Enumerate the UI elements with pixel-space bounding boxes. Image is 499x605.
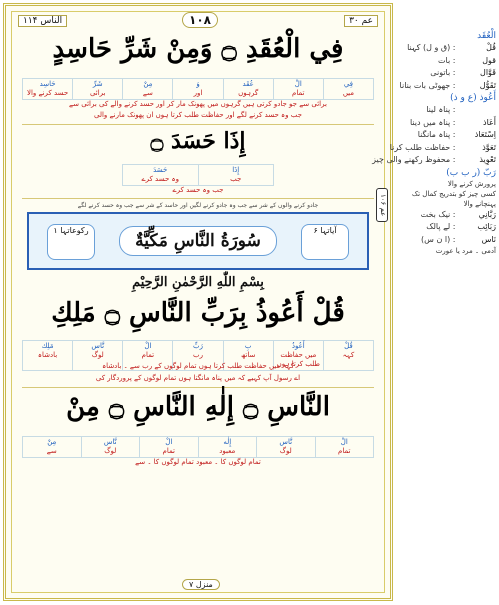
glossary-word: قَوَّال — [480, 68, 496, 77]
word-cell — [122, 79, 172, 99]
glossary-row — [398, 104, 496, 117]
glossary-heading: أَعُوذ (ع و ذ) — [450, 93, 496, 103]
word-meaning: جب — [230, 175, 242, 183]
glossary-meaning: : (ق و ل) کہنا — [407, 43, 458, 52]
word-meaning: گرہوں — [238, 89, 259, 97]
word-cell — [223, 79, 273, 99]
glossary-meaning: : محفوظ رکھنے والی چیز — [372, 155, 458, 164]
glossary-note: آدمی ۔ مرد یا عورت — [435, 247, 496, 255]
rukus-label: رکوعاتہا ۱ — [53, 226, 89, 235]
glossary-word: قول — [482, 55, 496, 65]
word-meaning: بادشاہ — [37, 351, 58, 359]
word-meaning: لوگ — [91, 351, 104, 359]
ayah-text: قُلْ أَعُوذُ بِرَبِّ النَّاسِ ۝ مَلِكِ — [51, 298, 345, 328]
glossary-word: تَقَوُّل — [479, 80, 496, 90]
word-cell — [81, 437, 140, 457]
word-meaning: تمام — [141, 351, 155, 359]
header-juz-label: عم ۳۰ — [344, 15, 378, 27]
mushaf-page — [3, 3, 393, 601]
glossary-meaning: : جھوٹی بات بنانا — [399, 80, 458, 90]
word-arabic: إِذَا — [232, 166, 240, 174]
surah-ayat-count — [301, 224, 349, 260]
glossary-row — [398, 221, 496, 234]
ayah-text: النَّاسِ ۝ إِلٰهِ النَّاسِ ۝ مِنْ — [66, 392, 330, 422]
word-cell — [315, 437, 374, 457]
translation-line: تمام لوگوں کا ۔ معبود تمام لوگوں کا ۔ سے — [135, 458, 261, 466]
glossary-meaning: : پناہ مانگنا — [417, 130, 458, 139]
surah-header-box — [27, 212, 369, 270]
glossary-row — [398, 234, 496, 247]
word-arabic: حَاسِد — [39, 80, 56, 88]
word-cell — [139, 437, 198, 457]
word-cell — [23, 437, 81, 457]
glossary-row — [398, 80, 496, 93]
word-cell — [273, 79, 323, 99]
word-arabic: رَبِّ — [193, 342, 203, 350]
word-meaning: وہ حسد کرے — [141, 175, 179, 183]
glossary-note: کسی چیز کو بتدریج کمال تک پہنچانے والا — [411, 189, 496, 208]
glossary-meaning: : لے پالک — [426, 222, 458, 231]
word-meaning: تمام — [162, 447, 175, 455]
translation-line: جب وہ حسد کرے — [172, 186, 224, 194]
glossary-meaning: : باتونی — [430, 68, 458, 77]
word-meaning: میں حفاظت طلب کرتا ہوں — [276, 351, 320, 368]
glossary-meaning: : بات — [438, 55, 458, 65]
glossary-row — [398, 129, 496, 142]
ayah-line-5 — [22, 128, 374, 154]
ayah-line-2 — [22, 392, 374, 422]
divider — [22, 198, 374, 199]
ayah-line-1 — [22, 298, 374, 328]
ayah-text: إِذَا حَسَدَ ۝ — [150, 128, 246, 154]
word-arabic: مِنْ — [143, 80, 153, 88]
word-cell — [123, 165, 198, 185]
glossary-meaning: : (ا ن س) — [421, 234, 458, 244]
glossary-word: تَعْوِيذ — [479, 155, 496, 164]
translation-line: کہہ میں حفاظت طلب کرتا ہوں تمام لوگوں کے رب سے ۔ بادشاہ — [102, 362, 294, 370]
word-cell — [198, 165, 274, 185]
word-meaning: سے — [46, 447, 57, 455]
glossary-word: رَبَائِب — [477, 222, 496, 231]
word-cell — [198, 437, 257, 457]
divider — [22, 124, 374, 125]
manzil-footer: منزل ۷ — [182, 579, 220, 590]
glossary-word: اِسْتَعَاذ — [474, 130, 496, 139]
word-arabic: حَسَدَ — [153, 166, 168, 174]
word-meaning: سے — [142, 89, 153, 97]
word-meaning: ساتھ — [240, 351, 256, 359]
bismillah: بِسْمِ اللّٰهِ الرَّحْمٰنِ الرَّحِيْمِ — [132, 275, 264, 290]
word-meaning: لوگ — [279, 447, 292, 455]
glossary-word: أَعَاذ — [483, 117, 496, 127]
word-arabic: الْ — [294, 80, 302, 88]
glossary-row — [372, 154, 496, 167]
page-inner-border — [11, 11, 385, 593]
word-by-word-row — [22, 78, 374, 100]
word-arabic: قُلْ — [344, 342, 353, 350]
word-arabic: مَلِك — [41, 342, 54, 350]
glossary-row — [398, 117, 496, 130]
word-meaning: حسد کرنے والا — [26, 89, 69, 97]
glossary-meaning: : پناہ میں دینا — [409, 117, 458, 127]
word-arabic: الْ — [340, 438, 348, 446]
word-cell — [23, 79, 72, 99]
word-meaning: کہہ — [342, 351, 355, 359]
word-by-word-row — [22, 436, 374, 458]
glossary-meaning: : نیک بخت — [420, 209, 458, 219]
surah-rukus-count — [47, 224, 95, 260]
glossary-row — [398, 55, 496, 68]
glossary-word: قُلْ — [486, 43, 496, 52]
glossary-word: نَاس — [481, 234, 496, 244]
side-juz-tab: ۱۰۶ عم — [376, 188, 388, 222]
word-arabic: الْ — [144, 342, 152, 350]
word-meaning: تمام — [292, 89, 305, 97]
word-arabic: شَرِّ — [92, 80, 103, 88]
word-cell — [323, 79, 373, 99]
word-meaning: برائی — [89, 89, 106, 97]
glossary-note: پرورش کرنے والا — [447, 179, 496, 188]
glossary-row — [398, 42, 496, 55]
page-header — [12, 12, 384, 32]
ayat-label: آیاتہا ۶ — [313, 226, 337, 235]
page-number: ۱۰۸ — [182, 12, 218, 28]
ayah-line-falaq — [22, 34, 374, 64]
glossary-meaning: : حفاظت طلب کرنا — [389, 142, 458, 152]
translation-line: اے رسول آپ کہیے کہ میں پناہ مانگتا ہوں تمام لوگوں کے پروردگار کی — [95, 374, 301, 382]
word-arabic: نَّاس — [103, 438, 117, 446]
word-arabic: نَّاس — [279, 438, 293, 446]
glossary-row — [398, 67, 496, 80]
surah-title: سُورَةُ النَّاسِ مَكِّيَّةٌ — [119, 226, 277, 256]
word-arabic: إِلٰه — [223, 438, 232, 446]
word-arabic: مِنْ — [47, 438, 57, 446]
word-meaning: رب — [193, 351, 203, 359]
glossary-heading: رَبّ (ر ب ب) — [446, 167, 496, 178]
word-cell — [72, 79, 122, 99]
translation-line: جب وہ حسد کرنے لگے اور حفاظت طلب کرتا ہوں ان پھونک مارنے والی — [94, 111, 302, 119]
translation-line: برائی سے جو جادو کرتی ہیں گرہوں میں پھونک مار کر اور حسد کرنے والے کی برائی سے — [69, 100, 327, 108]
ayah-text: فِي الْعُقَدِ ۝ وَمِنْ شَرِّ حَاسِدٍ — [52, 34, 344, 64]
glossary-meaning: : پناہ لینا — [426, 105, 458, 114]
word-meaning: میں — [342, 89, 355, 97]
word-cell — [172, 79, 222, 99]
glossary-heading: الْعُقَد — [477, 31, 496, 41]
word-arabic: عُقَد — [242, 80, 254, 88]
glossary-word: تَعَوَّذ — [482, 142, 496, 152]
word-arabic: الْ — [165, 438, 173, 446]
word-meaning: معبود — [219, 447, 236, 455]
word-meaning: تمام — [338, 447, 351, 455]
divider — [22, 387, 374, 388]
glossary-row — [389, 142, 496, 155]
word-by-word-row — [122, 164, 274, 186]
glossary-word: رَبَّانِي — [478, 209, 496, 219]
glossary-row — [398, 209, 496, 222]
word-cell — [256, 437, 315, 457]
word-meaning: لوگ — [104, 447, 117, 455]
word-arabic: أَعُوذُ — [291, 342, 305, 350]
commentary-line: جادو کرنے والوں کے شر سے جب وہ جادو کرنے لگیں اور حاسد کے شر سے جب وہ حسد کرنے لگے — [77, 202, 319, 209]
word-arabic: بِ — [244, 342, 252, 350]
word-meaning: اور — [193, 89, 203, 97]
word-arabic: نَّاس — [91, 342, 105, 350]
word-arabic: فِي — [343, 80, 354, 88]
word-arabic: وَ — [196, 80, 200, 88]
header-surah-label: الناس ۱۱۴ — [18, 15, 67, 27]
